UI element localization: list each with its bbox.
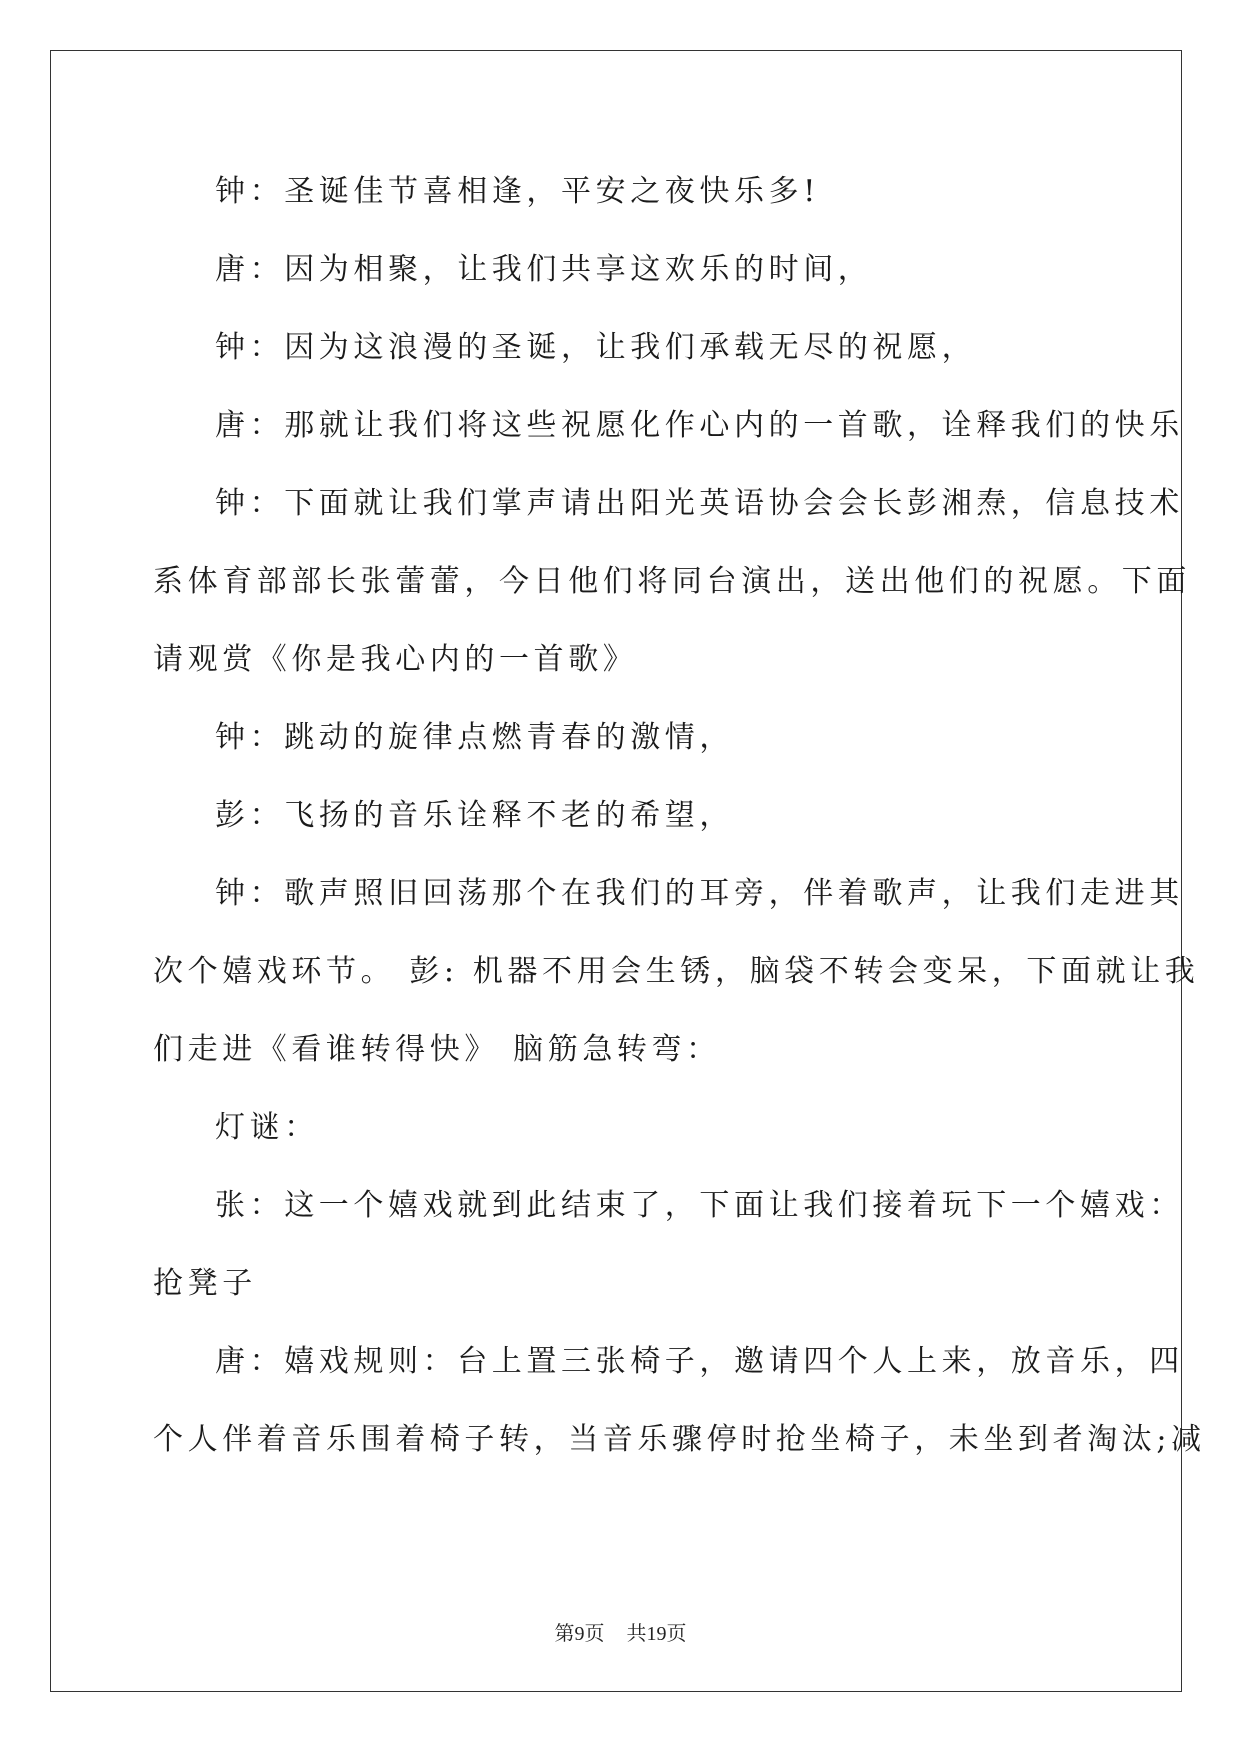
text-line-10: 钟：歌声照旧回荡那个在我们的耳旁，伴着歌声，让我们走进其	[215, 876, 1184, 911]
text-line-6: 系体育部部长张蕾蕾，今日他们将同台演出，送出他们的祝愿。下面	[153, 564, 1191, 599]
text-line-2: 唐：因为相聚，让我们共享这欢乐的时间，	[215, 252, 873, 287]
text-line-16: 唐：嬉戏规则：台上置三张椅子，邀请四个人上来，放音乐，四	[215, 1344, 1184, 1379]
text-line-11: 次个嬉戏环节。 彭: 机器不用会生锈，脑袋不转会变呆，下面就让我	[153, 954, 1200, 989]
text-line-5: 钟：下面就让我们掌声请出阳光英语协会会长彭湘焘，信息技术	[215, 486, 1184, 521]
page-number: 第9页	[554, 1623, 605, 1645]
text-line-17: 个人伴着音乐围着椅子转，当音乐骤停时抢坐椅子，未坐到者淘汰;减	[153, 1422, 1206, 1457]
page-footer	[0, 1617, 1241, 1646]
text-line-15: 抢凳子	[153, 1266, 257, 1301]
text-line-7: 请观赏《你是我心内的一首歌》	[153, 642, 638, 677]
text-line-12: 们走进《看谁转得快》 脑筋急转弯：	[153, 1032, 721, 1067]
page-total: 共19页	[626, 1623, 687, 1645]
document-body	[153, 162, 1206, 1488]
text-line-3: 钟：因为这浪漫的圣诞，让我们承载无尽的祝愿，	[215, 330, 977, 365]
text-line-1: 钟：圣诞佳节喜相逢，平安之夜快乐多!	[215, 174, 820, 209]
text-line-4: 唐：那就让我们将这些祝愿化作心内的一首歌，诠释我们的快乐	[215, 408, 1184, 443]
text-line-8: 钟：跳动的旋律点燃青春的激情，	[215, 720, 734, 755]
text-line-13: 灯谜：	[215, 1110, 319, 1145]
text-line-9: 彭：飞扬的音乐诠释不老的希望，	[215, 798, 734, 833]
text-line-14: 张：这一个嬉戏就到此结束了，下面让我们接着玩下一个嬉戏：	[215, 1188, 1184, 1223]
